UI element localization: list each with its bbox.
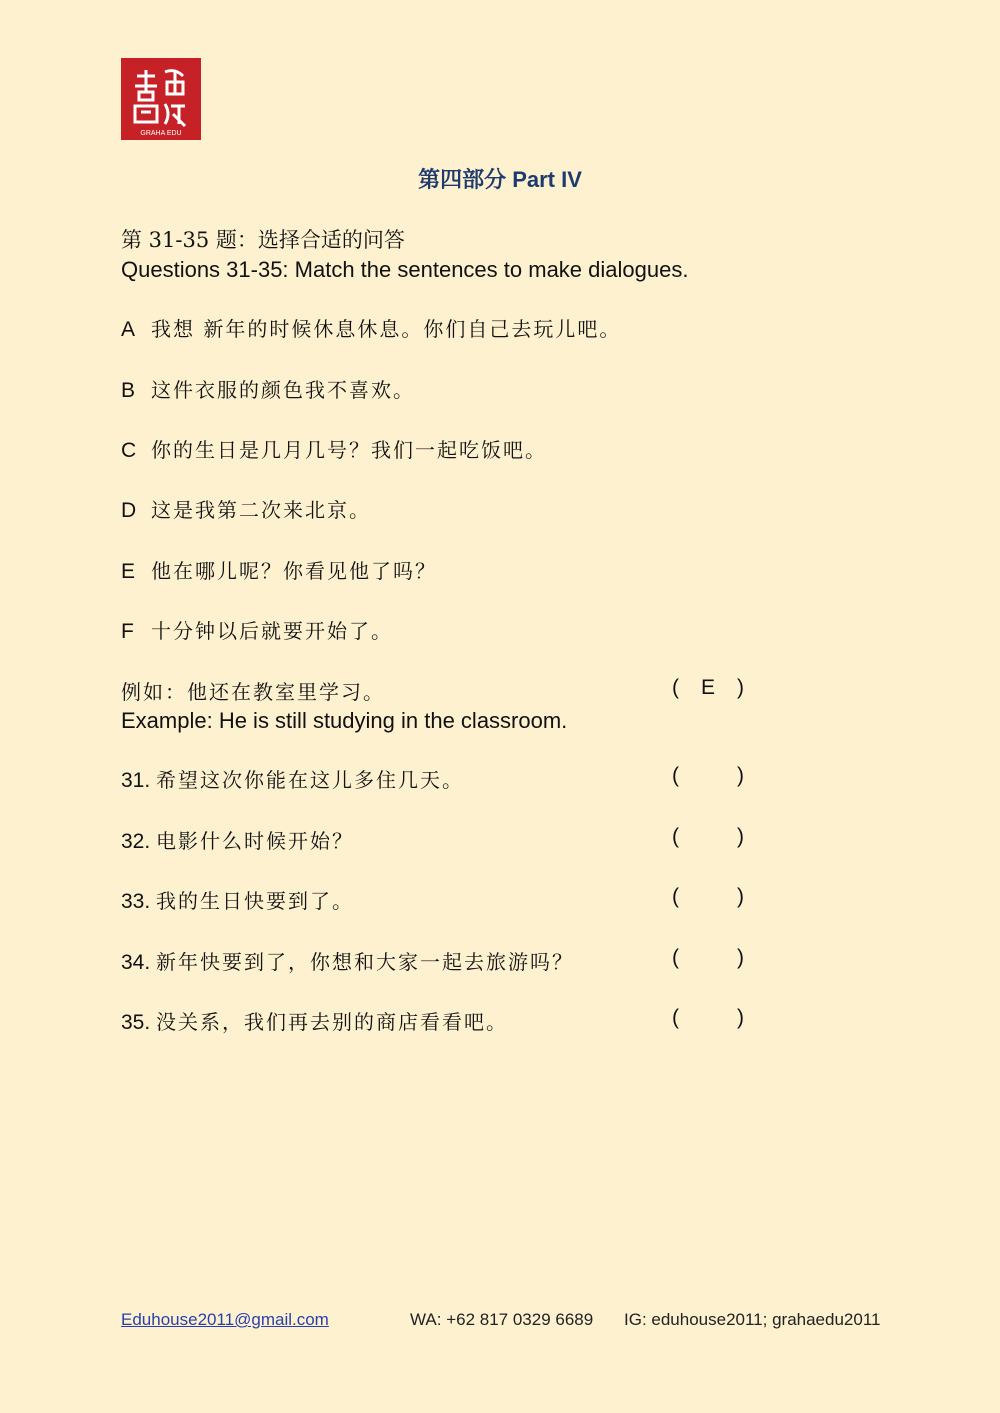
bracket-close: ): [737, 764, 744, 787]
answer-31[interactable]: [672, 764, 744, 788]
option-e: [121, 555, 437, 584]
option-f: [121, 615, 393, 644]
option-text: 你的生日是几月几号？我们一起吃饭吧。: [151, 438, 547, 462]
bracket-close: ): [737, 946, 744, 969]
instruction-en: Questions 31-35: Match the sentences to make dialogues.: [121, 257, 689, 282]
example-answer-value: E: [700, 676, 715, 699]
question-number: 32.: [121, 830, 151, 853]
option-letter: D: [121, 499, 137, 522]
question-text: 我的生日快要到了。: [156, 889, 355, 913]
example-cn: 例如：他还在教室里学习。: [121, 680, 385, 704]
bracket-open: (: [672, 676, 679, 699]
question-number: 34.: [121, 951, 151, 974]
option-text: 这是我第二次来北京。: [151, 498, 371, 522]
option-d: [121, 494, 371, 523]
question-text: 新年快要到了，你想和大家一起去旅游吗？: [156, 950, 575, 974]
option-c: [121, 434, 547, 463]
logo-caption: GRAHA EDU: [140, 130, 182, 137]
bracket-open: (: [672, 885, 679, 908]
question-34: [121, 946, 574, 975]
bracket-close: ): [737, 885, 744, 908]
option-letter: A: [121, 318, 136, 341]
option-text: 这件衣服的颜色我不喜欢。: [151, 378, 415, 402]
option-text: 我想 新年的时候休息休息。你们自己去玩儿吧。: [151, 317, 622, 341]
option-letter: C: [121, 439, 137, 462]
question-number: 31.: [121, 769, 151, 792]
bracket-open: (: [672, 764, 679, 787]
logo: [121, 58, 201, 140]
bracket-open: (: [672, 825, 679, 848]
logo-seal-icon: [121, 58, 201, 140]
question-33: [121, 885, 354, 914]
bracket-close: ): [737, 1006, 744, 1029]
question-32: [121, 825, 354, 854]
question-35: [121, 1006, 508, 1035]
example-en: Example: He is still studying in the classroom.: [121, 708, 568, 733]
example-answer: [672, 676, 744, 700]
bracket-close: ): [736, 676, 744, 699]
instruction-cn: 第 31-35 题：选择合适的问答: [121, 228, 405, 252]
option-b: [121, 374, 415, 403]
option-letter: F: [121, 620, 134, 643]
question-text: 希望这次你能在这儿多住几天。: [156, 768, 465, 792]
answer-34[interactable]: [672, 946, 744, 970]
question-text: 电影什么时候开始？: [156, 829, 355, 853]
footer-email[interactable]: [121, 1310, 329, 1330]
option-letter: B: [121, 379, 136, 402]
question-text: 没关系，我们再去别的商店看看吧。: [156, 1010, 509, 1034]
option-a: [121, 313, 621, 342]
question-number: 35.: [121, 1011, 151, 1034]
answer-35[interactable]: [672, 1006, 744, 1030]
answer-32[interactable]: [672, 825, 744, 849]
bracket-open: (: [672, 1006, 679, 1029]
page-title: 第四部分 Part IV: [418, 167, 582, 192]
bracket-close: ): [737, 825, 744, 848]
bracket-open: (: [672, 946, 679, 969]
question-number: 33.: [121, 890, 151, 913]
option-letter: E: [121, 560, 136, 583]
question-31: [121, 764, 464, 793]
option-text: 他在哪儿呢？你看见他了吗？: [151, 559, 437, 583]
answer-33[interactable]: [672, 885, 744, 909]
email-link[interactable]: Eduhouse2011@gmail.com: [121, 1310, 329, 1329]
footer-ig: IG: eduhouse2011; grahaedu2011: [624, 1310, 881, 1329]
footer-wa: WA: +62 817 0329 6689: [410, 1310, 594, 1329]
option-text: 十分钟以后就要开始了。: [151, 619, 393, 643]
